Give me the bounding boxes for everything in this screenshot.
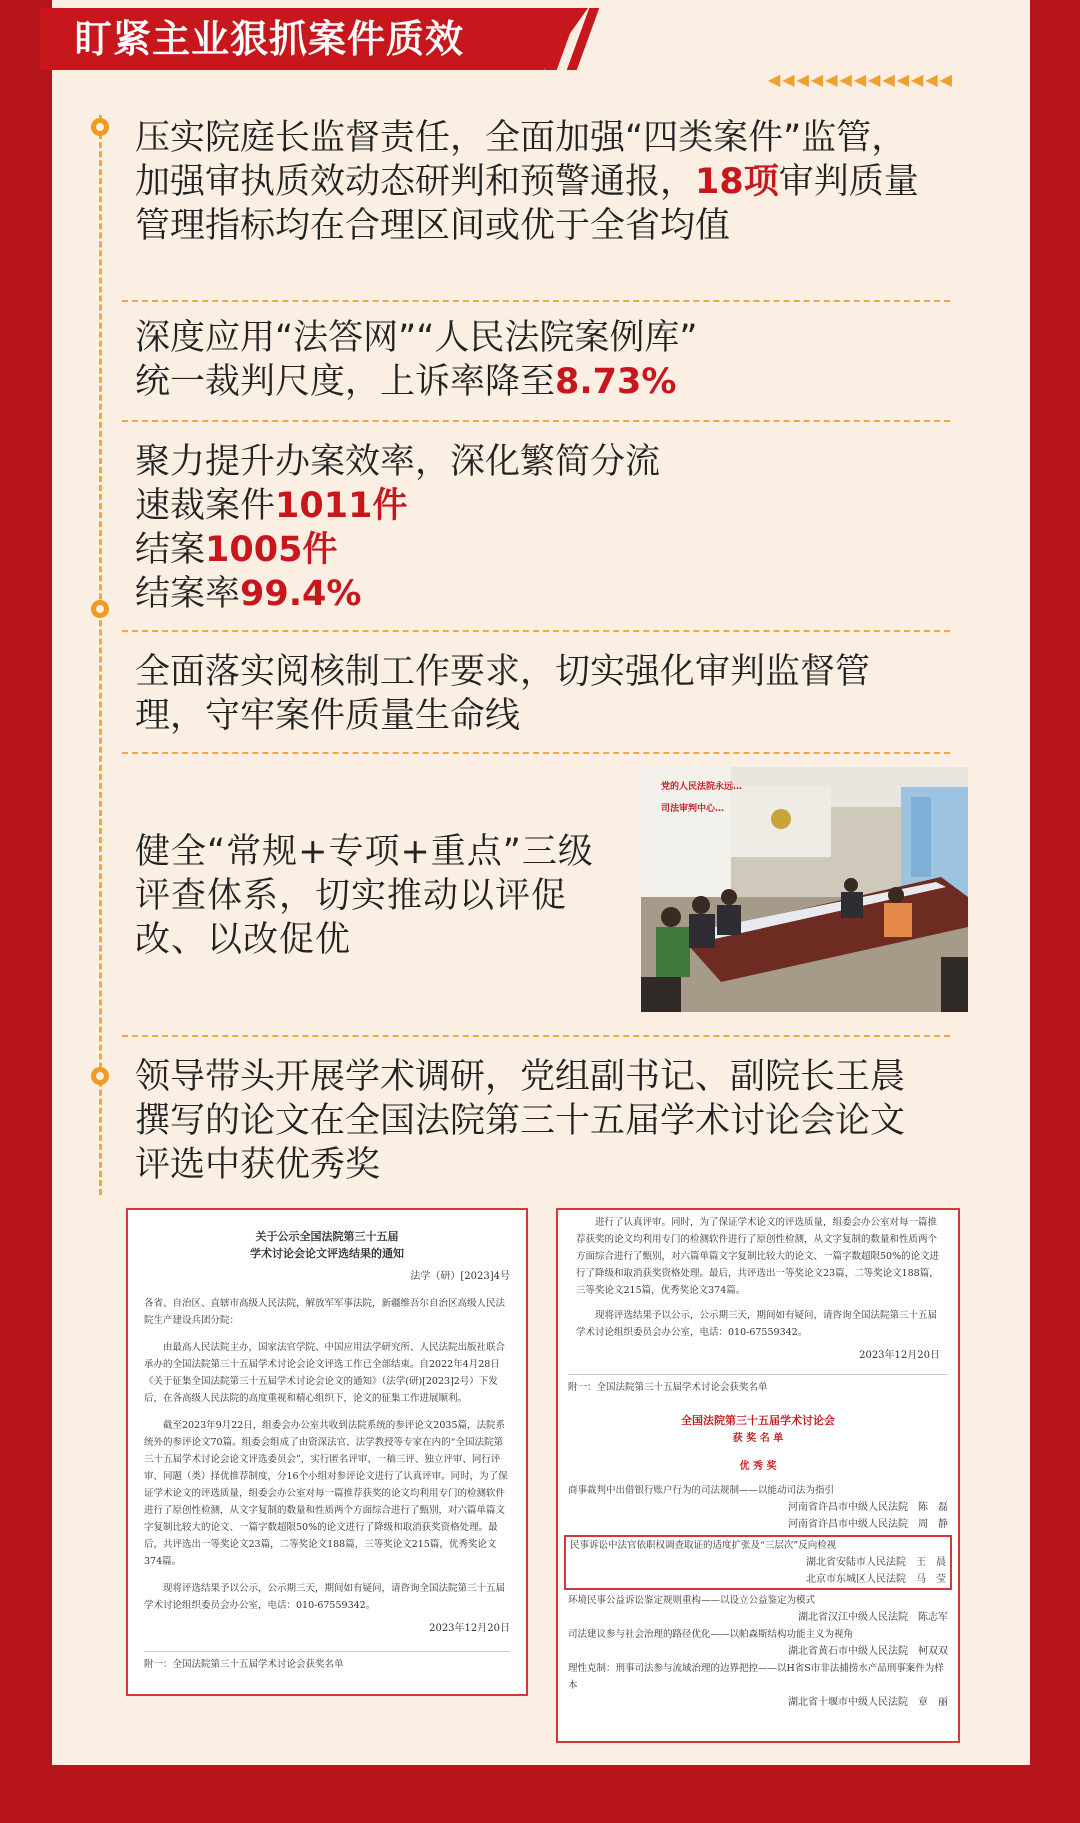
notice-addressee: 各省、自治区、直辖市高级人民法院，解放军军事法院，新疆维吾尔自治区高级人民法院生产建设兵团分院： xyxy=(144,1298,506,1326)
item-text-4: 全面落实阅核制工作要求，切实强化审判监督管理，守牢案件质量生命线 xyxy=(135,652,871,736)
notice-document xyxy=(126,1208,528,1696)
award-list-title: 全国法院第三十五届学术讨论会 xyxy=(681,1414,835,1427)
award-list-document xyxy=(556,1208,960,1743)
notice-footer: 附一：全国法院第三十五届学术讨论会获奖名单 xyxy=(144,1651,510,1673)
notice-paragraph: 进行了认真评审。同时，为了保证学术论文的评选质量，组委会办公室对每一篇推荐获奖的论文均利用专门的检测软件进行了原创性检测，从文字复制的数量和性质两个方面综合进行了甄别，对六篇单篇文字复制比较大的论文、一篇字数超限50%的论文进行了降级和取消获奖资格处理。最后，共评选出一等奖论文23篇，二等奖论文188篇，三等奖论文215篇，优秀奖论文374篇。 xyxy=(576,1217,940,1296)
notice-paragraph: 截至2023年9月22日，组委会办公室共收到法院系统的参评论文2035篇，法院系统外的参评论文70篇。组委会组成了由资深法官、法学教授等专家在内的“全国法院第三十五届学术讨论会论文评选委员会”，实行匿名评审、一稿三评、独立评审、同行评审、同题（类）择优推荐制度，分16个小组对参评论文进行了认真评审。同时，为了保证学术论文的评选质量，组委会办公室对每一篇推荐获奖的论文均利用专门的检测软件进行了原创性检测，从文字复制的数量和性质两个方面综合进行了甄别，对六篇单篇文字复制比较大的论文、一篇字数超限50%的论文进行了降级和取消获奖资格处理。最后，共评选出一等奖论文23篇，二等奖论文188篇，三等奖论文215篇，优秀奖论文374篇。 xyxy=(144,1420,508,1567)
award-entry-title: 民事诉讼中法官依职权调查取证的适度扩张及“三层次”反向检视 xyxy=(570,1540,837,1551)
divider xyxy=(122,300,950,302)
timeline-dot-icon xyxy=(91,600,109,618)
divider xyxy=(122,1035,950,1037)
award-entry-author: 河南省许昌市中级人民法院 周 静 xyxy=(788,1519,948,1530)
award-entry-author: 北京市东城区人民法院 马 莹 xyxy=(806,1574,946,1585)
item-text-3: 聚力提升办案效率，深化繁简分流 速裁案件1011件 结案1005件 结案率99.4% xyxy=(135,442,661,614)
meeting-photo xyxy=(641,767,968,1012)
item-text-2: 深度应用“法答网”“人民法院案例库” 统一裁判尺度，上诉率降至8.73% xyxy=(135,318,698,402)
timeline-dot-icon xyxy=(91,1067,109,1085)
timeline-line xyxy=(99,115,102,1195)
attachment-label: 附一：全国法院第三十五届学术讨论会获奖名单 xyxy=(568,1374,948,1396)
timeline-dot-icon xyxy=(91,118,109,136)
award-list-subtitle: 获 奖 名 单 xyxy=(732,1433,784,1444)
notice-date: 2023年12月20日 xyxy=(429,1623,510,1634)
award-entry-author: 湖北省黄石市中级人民法院 柯双双 xyxy=(788,1646,948,1657)
divider xyxy=(122,420,950,422)
decorative-arrows: ◀◀◀◀◀◀◀◀◀◀◀◀◀ xyxy=(768,70,954,89)
item-text-5: 健全“常规+专项+重点”三级评查体系，切实推动以评促改、以改促优 xyxy=(135,832,594,960)
notice-paragraph: 现将评选结果予以公示，公示期三天，期间如有疑问，请咨询全国法院第三十五届学术讨论组织委员会办公室，电话：010-67559342。 xyxy=(576,1310,938,1338)
photo-wall-sign-left: 党的人民法院永远… xyxy=(661,782,743,792)
divider xyxy=(122,752,950,754)
divider xyxy=(122,630,950,632)
award-category: 优 秀 奖 xyxy=(739,1461,777,1472)
photo-wall-sign-right: 司法审判中心… xyxy=(661,804,725,814)
notice-date: 2023年12月20日 xyxy=(859,1350,940,1361)
item-text-1: 压实院庭长监督责任，全面加强“四类案件”监管，加强审执质效动态研判和预警通报，18项审判质量管理指标均在合理区间或优于全省均值 xyxy=(135,118,919,246)
highlighted-award-entry xyxy=(564,1535,952,1590)
notice-title-line2: 学术讨论会论文评选结果的通知 xyxy=(250,1247,404,1260)
award-entry-title: 司法建议参与社会治理的路径优化——以帕森斯结构功能主义为视角 xyxy=(568,1629,854,1640)
award-entry-author: 湖北省安陆市人民法院 王 晨 xyxy=(806,1557,946,1568)
meeting-photo-illustration xyxy=(641,767,968,1012)
award-entry-title: 商事裁判中出借银行账户行为的司法规制——以能动司法为指引 xyxy=(568,1485,835,1496)
notice-ref-number: 法学（研）[2023]4号 xyxy=(410,1271,510,1282)
award-entry-author: 湖北省汉江中级人民法院 陈志军 xyxy=(798,1612,948,1623)
notice-title-line1: 关于公示全国法院第三十五届 xyxy=(255,1230,399,1243)
notice-paragraph: 现将评选结果予以公示，公示期三天，期间如有疑问，请咨询全国法院第三十五届学术讨论组织委员会办公室，电话：010-67559342。 xyxy=(144,1583,506,1611)
award-entry-title: 理性克制：刑事司法参与流域治理的边界把控——以H省S市非法捕捞水产品刑事案件为样本 xyxy=(568,1663,944,1691)
award-entry-title: 环境民事公益诉讼鉴定规则重构——以设立公益鉴定为模式 xyxy=(568,1595,816,1606)
notice-paragraph: 由最高人民法院主办，国家法官学院、中国应用法学研究所、人民法院出版社联合承办的全国法院第三十五届学术讨论会论文评选工作已全部结束。自2022年4月28日《关于征集全国法院第三十五届学术讨论会论文的通知》（法学(研)[2023]2号）下发后，在各高级人民法院的高度重视和精心组织下，论文的征集工作进展顺利。 xyxy=(144,1342,506,1404)
section-title: 盯紧主业狠抓案件质效 xyxy=(74,17,465,61)
item-text-6: 领导带头开展学术调研，党组副书记、副院长王晨撰写的论文在全国法院第三十五届学术讨论会论文评选中获优秀奖 xyxy=(135,1057,906,1185)
award-entry-author: 湖北省十堰市中级人民法院 章 丽 xyxy=(788,1697,948,1708)
award-entry-author: 河南省许昌市中级人民法院 陈 磊 xyxy=(788,1502,948,1513)
